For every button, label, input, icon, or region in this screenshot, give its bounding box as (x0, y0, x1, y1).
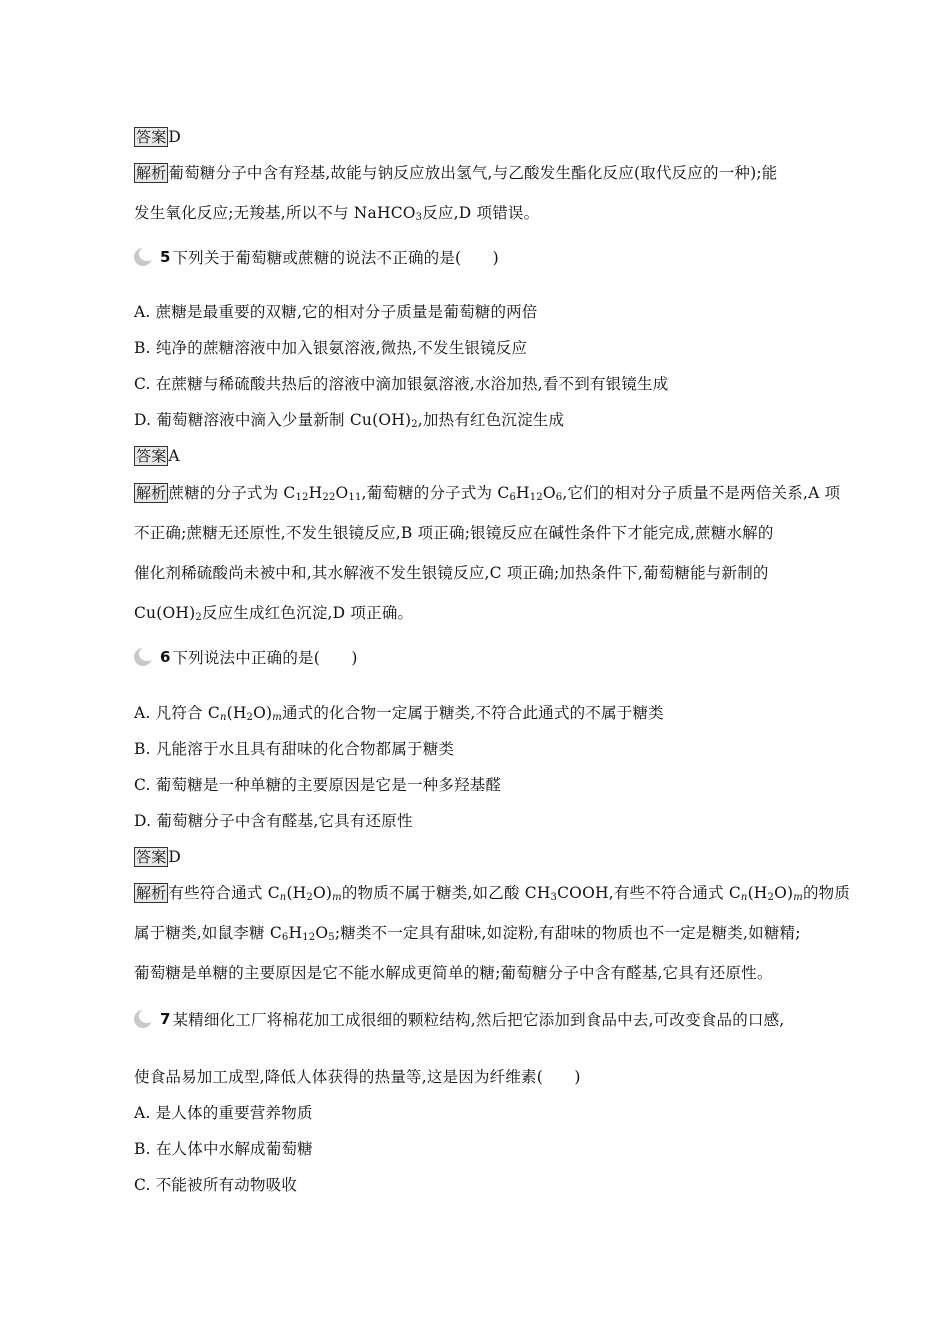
q5-option-d (134, 409, 564, 431)
q6-analysis-line-3: 葡萄糖是单糖的主要原因是它不能水解成更简单的糖;葡萄糖分子中含有醛基,它具有还原性。 (134, 964, 773, 982)
analysis-text: O) (774, 884, 794, 902)
analysis-tag: 解析 (136, 884, 167, 902)
question-text: 下列说法中正确的是( ) (172, 649, 358, 667)
analysis-text: ;糖类不一定具有甜味,如淀粉,有甜味的物质也不一定是糖类,如糖精; (334, 924, 801, 942)
subscript: 6 (509, 492, 516, 503)
q6-analysis-line-2 (134, 922, 801, 944)
q7-option-b: B. 在人体中水解成葡萄糖 (134, 1140, 313, 1158)
subscript: 12 (295, 492, 309, 503)
analysis-text: O (315, 924, 329, 942)
subscript: m (332, 892, 342, 903)
q7-option-c: C. 不能被所有动物吸收 (134, 1176, 298, 1194)
option-text: D. 葡萄糖溶液中滴入少量新制 Cu(OH) (134, 411, 412, 429)
question-marker-icon (134, 247, 154, 267)
analysis-text: 反应生成红色沉淀,D 项正确。 (201, 604, 414, 622)
analysis-text: 属于糖类,如鼠李糖 C (134, 924, 282, 942)
analysis-text: 的物质不属于糖类,如乙酸 CH (341, 884, 551, 902)
question-number: 6 (160, 648, 171, 666)
analysis-text: 的物质 (802, 884, 851, 902)
q6-option-d: D. 葡萄糖分子中含有醛基,它具有还原性 (134, 812, 413, 830)
q4-answer-line (134, 126, 181, 148)
subscript: 11 (348, 492, 362, 503)
subscript: n (740, 892, 748, 903)
subscript: 12 (302, 932, 316, 943)
subscript: 5 (328, 932, 335, 943)
subscript: 6 (281, 932, 289, 943)
q5-analysis-line-2: 不正确;蔗糖无还原性,不发生银镜反应,B 项正确;银镜反应在碱性条件下才能完成,蔗糖水解的 (134, 524, 774, 542)
subscript: 2 (411, 419, 418, 430)
option-text: 通式的化合物一定属于糖类,不符合此通式的不属于糖类 (281, 704, 664, 722)
analysis-text: H (288, 924, 303, 942)
analysis-text: (H (747, 884, 768, 902)
q6-option-b: B. 凡能溶于水且具有甜味的化合物都属于糖类 (134, 740, 455, 758)
q5-analysis-line-4 (134, 602, 413, 624)
answer-tag: 答案 (136, 447, 167, 465)
subscript: 12 (529, 492, 543, 503)
question-text: 下列关于葡萄糖或蔗糖的说法不正确的是( ) (172, 249, 499, 267)
analysis-text: O) (312, 884, 333, 902)
subscript: 2 (767, 892, 775, 903)
subscript: 3 (415, 212, 423, 223)
option-text: (H (226, 704, 247, 722)
q5-answer-line (134, 445, 180, 467)
subscript: 6 (555, 492, 563, 503)
analysis-text: O (335, 484, 349, 502)
question-number: 5 (160, 248, 171, 266)
q5-option-a: A. 蔗糖是最重要的双糖,它的相对分子质量是葡萄糖的两倍 (134, 303, 538, 321)
analysis-text: H (516, 484, 530, 502)
subscript: m (793, 892, 803, 903)
subscript: n (279, 892, 287, 903)
q5-analysis-line-1 (134, 482, 840, 504)
option-text: O) (253, 704, 273, 722)
analysis-tag: 解析 (136, 164, 167, 182)
q5-option-c: C. 在蔗糖与稀硫酸共热后的溶液中滴加银氨溶液,水浴加热,看不到有银镜生成 (134, 375, 669, 393)
analysis-text: ,葡萄糖的分子式为 C (361, 484, 510, 502)
answer-value: D (168, 128, 182, 146)
analysis-tag: 解析 (136, 484, 167, 502)
analysis-text: 反应,D 项错误。 (422, 204, 540, 222)
analysis-text: O (542, 484, 556, 502)
subscript: 2 (306, 892, 313, 903)
q6-stem (134, 646, 358, 668)
option-text: A. 凡符合 C (134, 704, 220, 722)
analysis-text: 葡萄糖分子中含有羟基,故能与钠反应放出氢气,与乙酸发生酯化反应(取代反应的一种);能 (168, 164, 778, 182)
analysis-text: COOH,有些不符合通式 C (557, 884, 741, 902)
analysis-text: 有些符合通式 C (168, 884, 280, 902)
subscript: 22 (322, 492, 336, 503)
subscript: 3 (550, 892, 558, 903)
analysis-text: Cu(OH) (134, 604, 196, 622)
q7-stem-line-2: 使食品易加工成型,降低人体获得的热量等,这是因为纤维素( ) (134, 1068, 581, 1086)
q7-stem (134, 1008, 784, 1030)
q6-option-a (134, 702, 664, 724)
q5-option-b: B. 纯净的蔗糖溶液中加入银氨溶液,微热,不发生银镜反应 (134, 339, 528, 357)
answer-tag: 答案 (136, 848, 167, 866)
analysis-text: 发生氧化反应;无羧基,所以不与 NaHCO (134, 204, 416, 222)
q5-analysis-line-3: 催化剂稀硫酸尚未被中和,其水解液不发生银镜反应,C 项正确;加热条件下,葡萄糖能与新制的 (134, 564, 769, 582)
answer-tag: 答案 (136, 128, 167, 146)
q5-stem (134, 246, 499, 268)
question-number: 7 (160, 1010, 171, 1028)
q7-option-a: A. 是人体的重要营养物质 (134, 1104, 313, 1122)
analysis-text: ,它们的相对分子质量不是两倍关系,A 项 (562, 484, 841, 502)
answer-value: A (168, 447, 180, 465)
analysis-text: (H (286, 884, 307, 902)
option-text: ,加热有红色沉淀生成 (417, 411, 565, 429)
analysis-text: 蔗糖的分子式为 C (168, 484, 296, 502)
question-marker-icon (134, 647, 154, 667)
question-text: 某精细化工厂将棉花加工成很细的颗粒结构,然后把它添加到食品中去,可改变食品的口感, (172, 1011, 785, 1029)
q6-answer-line (134, 846, 181, 868)
subscript: 2 (246, 712, 254, 723)
q6-analysis-line-1 (134, 882, 850, 904)
subscript: m (272, 712, 282, 723)
subscript: n (219, 712, 227, 723)
answer-value: D (168, 848, 182, 866)
q6-option-c: C. 葡萄糖是一种单糖的主要原因是它是一种多羟基醛 (134, 776, 502, 794)
question-marker-icon (134, 1009, 154, 1029)
analysis-text: H (308, 484, 323, 502)
q4-analysis-line-2 (134, 202, 539, 224)
q4-analysis-line-1 (134, 162, 777, 184)
subscript: 2 (195, 612, 202, 623)
